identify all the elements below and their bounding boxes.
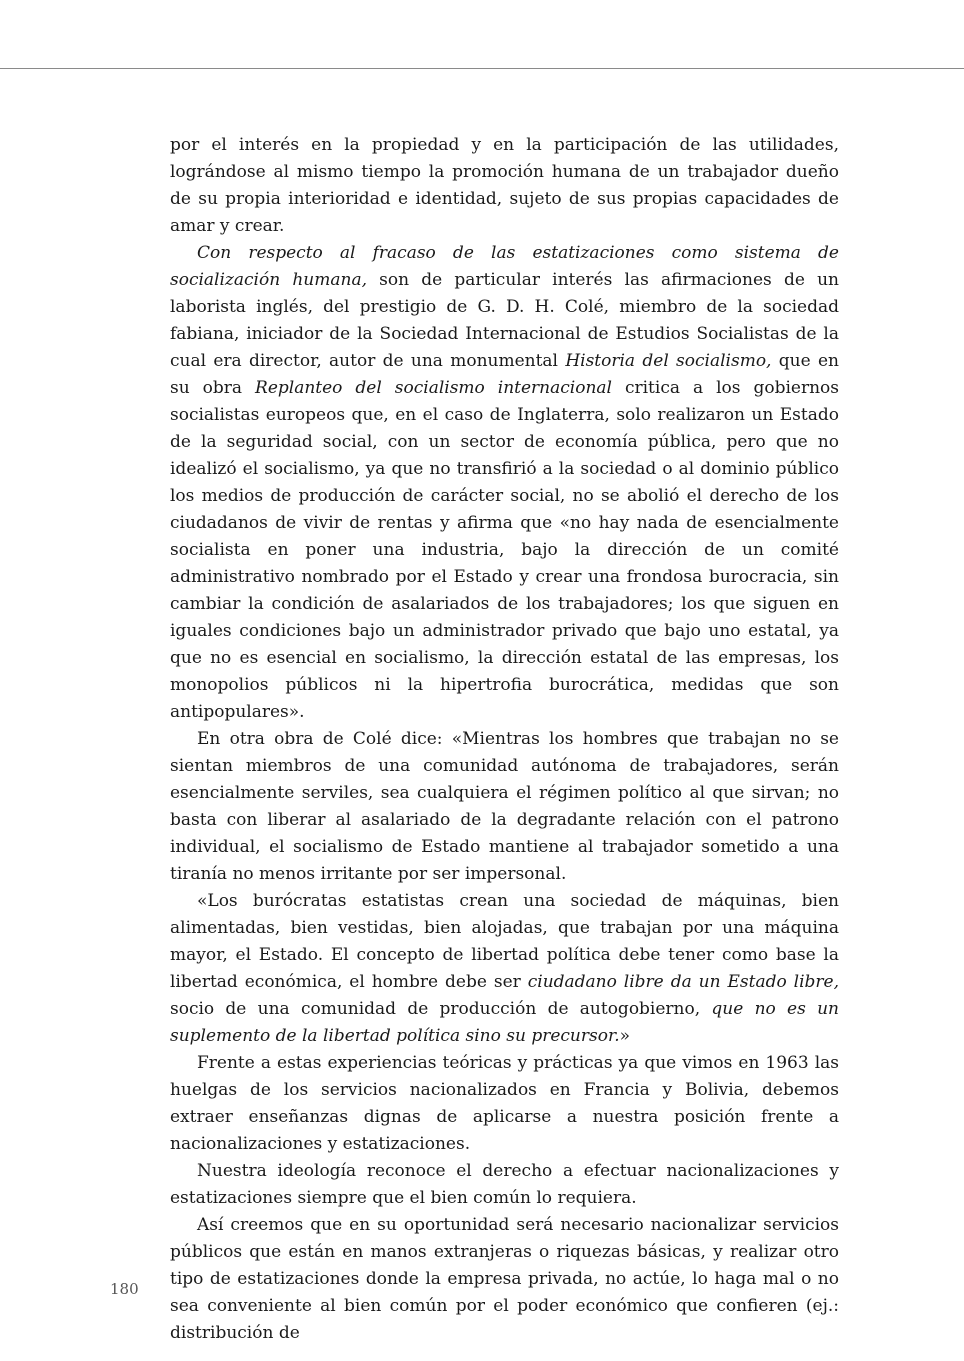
paragraph-5 [170,1050,839,1158]
paragraph-2-italic-3: Replanteo del socialismo internacional [255,378,612,398]
paragraph-2-italic-2: Historia del socialismo, [565,351,772,371]
paragraph-2-text-2: que en su obra [170,351,839,398]
paragraph-1 [170,132,839,240]
paragraph-4-italic-1: ciudadano libre da un Estado libre, [527,972,839,992]
paragraph-6 [170,1158,839,1212]
paragraph-1-text: por el interés en la propiedad y en la participación de las utilidades, lográndose al mismo tiempo la promoción humana de un trabajador dueño de su propia interioridad e identidad, sujeto de sus propias capacidades de amar y crear. [170,135,839,236]
paragraph-7 [170,1212,839,1347]
body-text [170,132,839,1347]
paragraph-2 [170,240,839,726]
paragraph-4-text-2: socio de una comunidad de producción de autogobierno, [170,999,712,1019]
paragraph-5-text: Frente a estas experiencias teóricas y prácticas ya que vimos en 1963 las huelgas de los servicios nacionalizados en Francia y Bolivia, debemos extraer enseñanzas dignas de aplicarse a nuestra posición frente a nacionalizaciones y estatizaciones. [170,1053,839,1154]
paragraph-3 [170,726,839,888]
paragraph-6-text: Nuestra ideología reconoce el derecho a efectuar nacionalizaciones y estatizaciones siempre que el bien común lo requiera. [170,1161,839,1208]
paragraph-2-text-3: critica a los gobiernos socialistas europeos que, en el caso de Inglaterra, solo realizaron un Estado de la seguridad social, con un sector de economía pública, pero que no idealizó el socialismo, ya que no transfirió a la sociedad o al dominio público los medios de producción de carácter social, no se abolió el derecho de los ciudadanos de vivir de rentas y afirma que «no hay nada de esencialmente socialista en poner una industria, bajo la dirección de un comité administrativo nombrado por el Estado y crear una frondosa burocracia, sin cambiar la condición de asalariados de los trabajadores; los que siguen en iguales condiciones bajo un administrador privado que bajo uno estatal, ya que no es esencial en socialismo, la dirección estatal de las empresas, los monopolios públicos ni la hipertrofia burocrática, medidas que son antipopulares». [170,378,840,722]
paragraph-4-text-1: «Los burócratas estatistas crean una sociedad de máquinas, bien alimentadas, bien vestidas, bien alojadas, que trabajan por una máquina mayor, el Estado. El concepto de libertad política debe tener como base la libertad económica, el hombre debe ser [170,891,839,992]
paragraph-2-italic-1: Con respecto al fracaso de las estatizaciones como sistema de socialización humana, [170,243,839,290]
paragraph-7-text: Así creemos que en su oportunidad será necesario nacionalizar servicios públicos que están en manos extranjeras o riquezas básicas, y realizar otro tipo de estatizaciones donde la empresa privada, no actúe, lo haga mal o no sea conveniente al bien común por el poder económico que confieren (ej.: distribución de [170,1215,839,1343]
paragraph-2-text-1: son de particular interés las afirmaciones de un laborista inglés, del prestigio de G. D. H. Colé, miembro de la sociedad fabiana, iniciador de la Sociedad Internacional de Estudios Socialistas de la cual era director, autor de una monumental [170,270,839,371]
paragraph-4 [170,888,839,1050]
paragraph-3-text: En otra obra de Colé dice: «Mientras los hombres que trabajan no se sientan miembros de una comunidad autónoma de trabajadores, serán esencialmente serviles, sea cualquiera el régimen político al que sirvan; no basta con liberar al asalariado de la degradante relación con el patrono individual, el socialismo de Estado mantiene al trabajador sometido a una tiranía no menos irritante por ser impersonal. [170,729,839,884]
paragraph-4-italic-2: que no es un suplemento de la libertad política sino su precursor. [170,999,840,1046]
paragraph-4-text-3: » [619,1026,631,1046]
page-number: 180 [110,1280,139,1298]
header-rule [0,68,964,69]
